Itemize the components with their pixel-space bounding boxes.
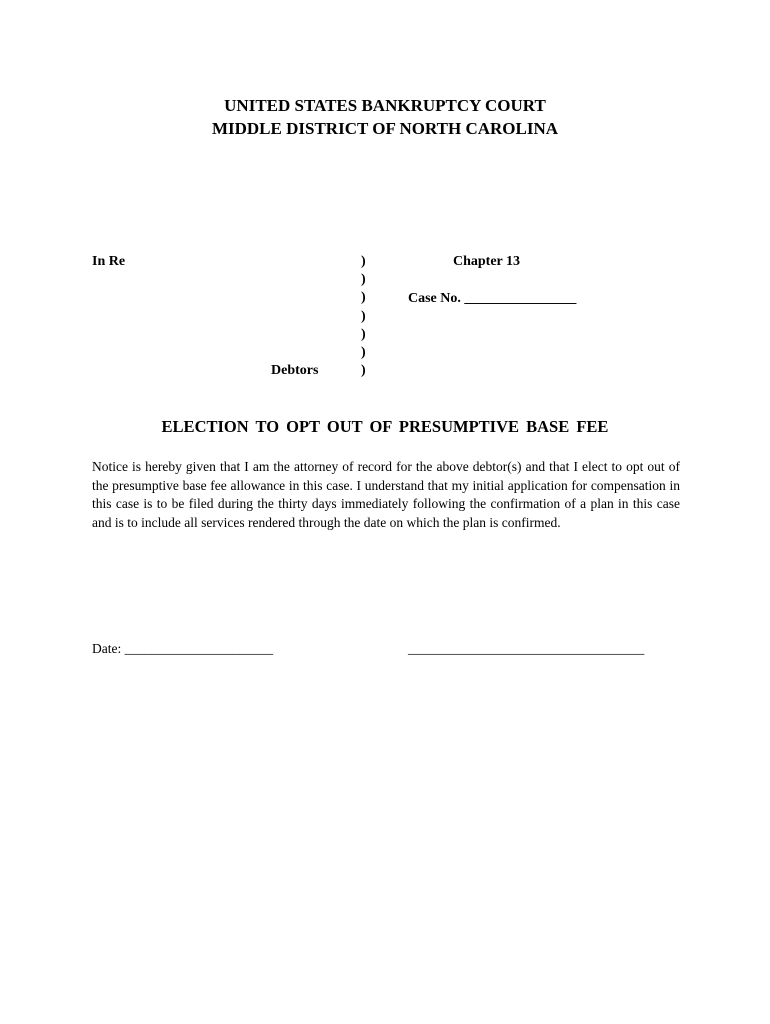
caption-paren: ) <box>361 308 366 324</box>
debtors-label: Debtors <box>271 363 319 378</box>
notice-body: Notice is hereby given that I am the attorney of record for the above debtor(s) and that I elect to opt out of the presumptive base fee allowance in this case. I understand that my initial application for compensation in this case is to be filed during the thirty days immediately following the confirmation of a plan in this case and is to include all services rendered through the date on which the plan is confirmed. <box>92 459 680 530</box>
caption-divider <box>361 253 366 380</box>
document-title: ELECTION TO OPT OUT OF PRESUMPTIVE BASE FEE <box>161 417 609 436</box>
court-district: MIDDLE DISTRICT OF NORTH CAROLINA <box>211 119 559 138</box>
case-number-field: Case No. ________________ <box>408 291 577 306</box>
chapter-label: Chapter 13 <box>453 254 521 269</box>
court-header <box>0 94 770 140</box>
caption-paren: ) <box>361 326 366 342</box>
in-re-label: In Re <box>92 254 126 269</box>
court-name: UNITED STATES BANKRUPTCY COURT <box>224 96 546 115</box>
date-field: Date: ______________________ <box>92 641 274 656</box>
caption-paren: ) <box>361 290 366 306</box>
caption-paren: ) <box>361 344 366 360</box>
caption-paren: ) <box>361 363 366 379</box>
caption-paren: ) <box>361 254 366 269</box>
caption-paren: ) <box>361 272 366 288</box>
signature-line: ___________________________________ <box>408 641 645 656</box>
